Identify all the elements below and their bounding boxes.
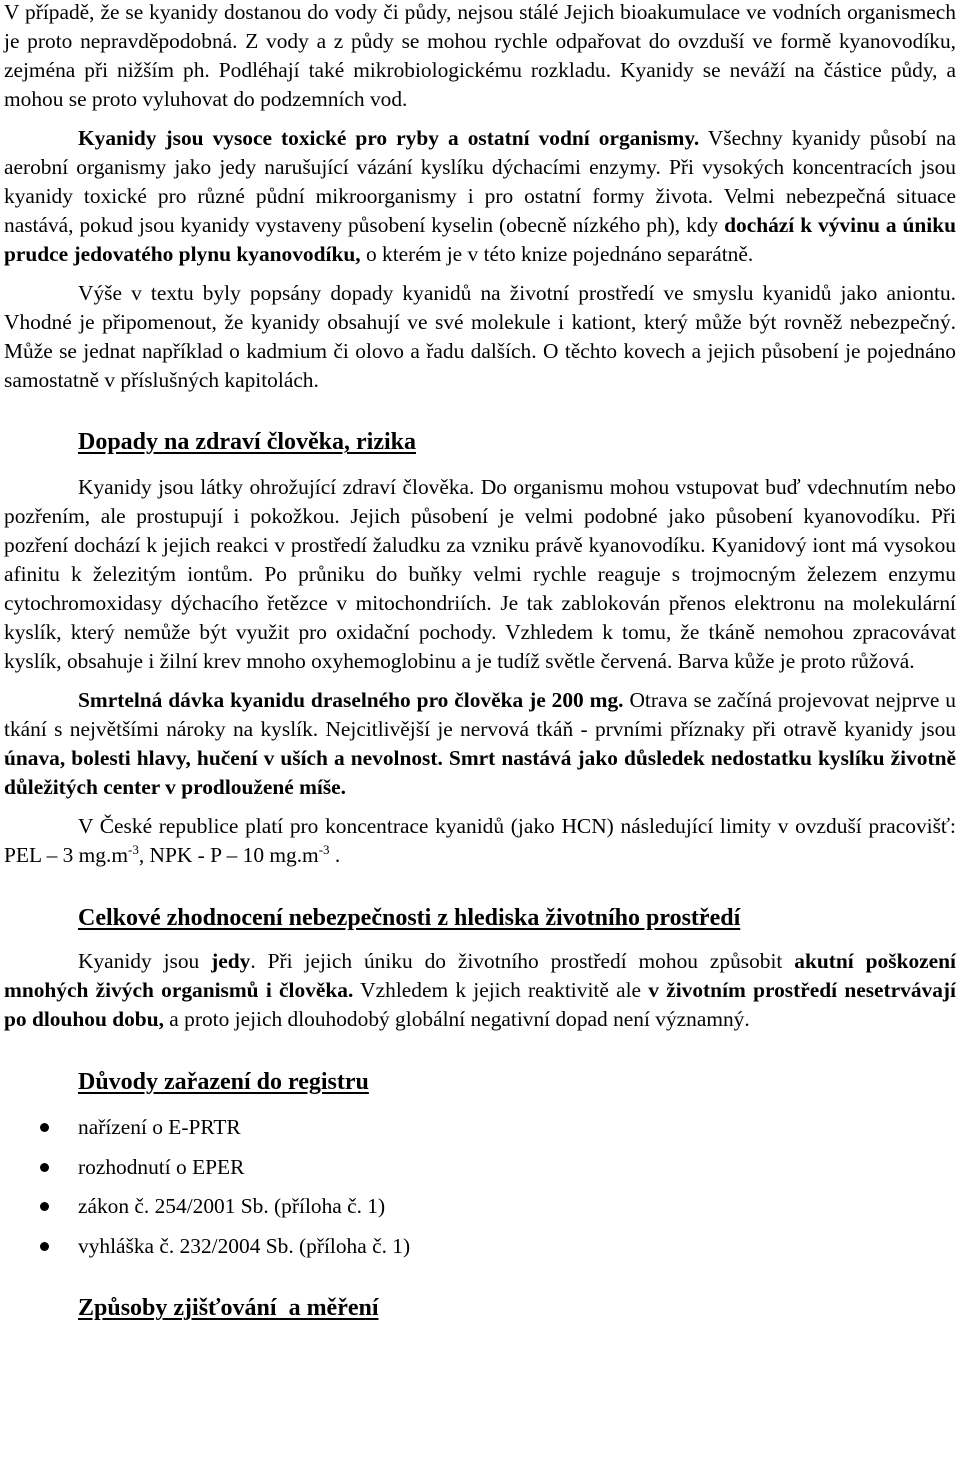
list-item: vyhláška č. 232/2004 Sb. (příloha č. 1): [4, 1232, 956, 1272]
paragraph-environment-assessment: Kyanidy jsou jedy. Při jejich úniku do životního prostředí mohou způsobit akutní poškození mnohých živých organismů i člověka. Vzhledem k jejich reaktivitě ale v životním prostředí nesetrvávají po dlouhou dobu, a proto jejich dlouhodobý globální negativní dopad není významný.: [4, 949, 957, 1031]
heading-health-impacts: Dopady na zdraví člověka, rizika: [78, 429, 417, 455]
list-item: zákon č. 254/2001 Sb. (příloha č. 1): [4, 1192, 956, 1232]
bold-text: jedy: [211, 949, 251, 973]
bold-text: akutní poškození mnohých živých organismů i člověka.: [4, 949, 956, 1002]
heading-environment-assessment: Celkové zhodnocení nebezpečnosti z hlediska životního prostředí: [78, 905, 741, 931]
list-item: rozhodnutí o EPER: [4, 1153, 956, 1193]
bold-text: Kyanidy jsou vysoce toxické pro ryby a ostatní vodní organismy.: [78, 126, 700, 150]
paragraph-lethal-dose: Smrtelná dávka kyanidu draselného pro člověka je 200 mg. Otrava se začíná projevovat nejprve u tkání s největšími nároky na kyslík. Nejcitlivější je nervová tkáň - prvními příznaky při otravě kyanidy jsou únava, bolesti hlavy, hučení v uších a nevolnost. Smrt nastává jako důsledek nedostatku kyslíku životně důležitých center v prodloužené míše.: [4, 688, 956, 799]
bullet-icon: [40, 1202, 49, 1211]
bold-text: Smrtelná dávka kyanidu draselného pro člověka je 200 mg.: [78, 688, 624, 712]
document-page: [4, 0, 956, 1323]
list-item: nařízení o E-PRTR: [4, 1113, 956, 1153]
bullet-icon: [40, 1242, 49, 1251]
heading-registry-reasons: Důvody zařazení do registru: [78, 1069, 369, 1095]
bullet-icon: [40, 1123, 49, 1132]
bold-text: dochází k vývinu a úniku prudce jedovatého plynu kyanovodíku,: [4, 213, 956, 266]
bullet-icon: [40, 1163, 49, 1172]
paragraph-environment-fate: V případě, že se kyanidy dostanou do vody či půdy, nejsou stálé Jejich bioakumulace ve vodních organismech je proto nepravděpodobná. Z vody a z půdy se mohou rychle odpařovat do ovzduší ve formě kyanovodíku, zejména při nižším ph. Podléhají také mikrobiologickému rozkladu. Kyanidy se neváží na částice půdy, a mohou se proto vyluhovat do podzemních vod.: [4, 0, 956, 111]
bold-text: v životním prostředí nesetrvávají po dlouhou dobu,: [4, 978, 957, 1031]
paragraph-exposure-limits: V České republice platí pro koncentrace kyanidů (jako HCN) následující limity v ovzduší pracovišť: PEL – 3 $mg.m^{-3}$, NPK - P – 10 $mg.m^{-3}$ .: [4, 814, 956, 867]
registry-reasons-list: [4, 1113, 956, 1271]
heading-measurement-methods: Způsoby zjišťování a měření: [78, 1295, 379, 1321]
paragraph-anion-cation: Výše v textu byly popsány dopady kyanidů na životní prostředí ve smyslu kyanidů jako aniontu. Vhodné je připomenout, že kyanidy obsahují ve své molekule i kationt, který může být rovněž nebezpečný. Může se jednat například o kadmium či olovo a řadu dalších. O těchto kovech a jejich působení je pojednáno samostatně v příslušných kapitolách.: [4, 281, 956, 392]
bold-text: únava, bolesti hlavy, hučení v uších a nevolnost. Smrt nastává jako důsledek nedostatku kyslíku životně důležitých center v prodloužené míše.: [4, 746, 956, 799]
paragraph-aquatic-toxicity: Kyanidy jsou vysoce toxické pro ryby a ostatní vodní organismy. Všechny kyanidy působí na aerobní organismy jako jedy narušující vázání kyslíku dýchacími enzymy. Při vysokých koncentracích jsou kyanidy toxické pro různé půdní mikroorganismy i pro ostatní formy života. Velmi nebezpečná situace nastává, pokud jsou kyanidy vystaveny působení kyselin (obecně nízkého ph), kdy dochází k vývinu a úniku prudce jedovatého plynu kyanovodíku, o kterém je v této knize pojednáno separátně.: [4, 126, 956, 266]
paragraph-health-mechanism: Kyanidy jsou látky ohrožující zdraví člověka. Do organismu mohou vstupovat buď vdechnutím nebo pozřením, ale prostupují i pokožkou. Jejich působení je velmi podobné jako působení kyanovodíku. Při pozření dochází k jejich reakci v prostředí žaludku za vzniku právě kyanovodíku. Kyanidový iont má vysokou afinitu k železitým iontům. Po průniku do buňky velmi rychle reaguje s trojmocným železem enzymu cytochromoxidasy dýchacího řetězce v mitochondriích. Je tak zablokován přenos elektronu na molekulární kyslík, který nemůže být využit pro oxidační pochody. Vzhledem k tomu, že tkáně nemohou zpracovávat kyslík, obsahuje i žilní krev mnoho oxyhemoglobinu a je tudíž světle červená. Barva kůže je proto růžová.: [4, 475, 956, 673]
